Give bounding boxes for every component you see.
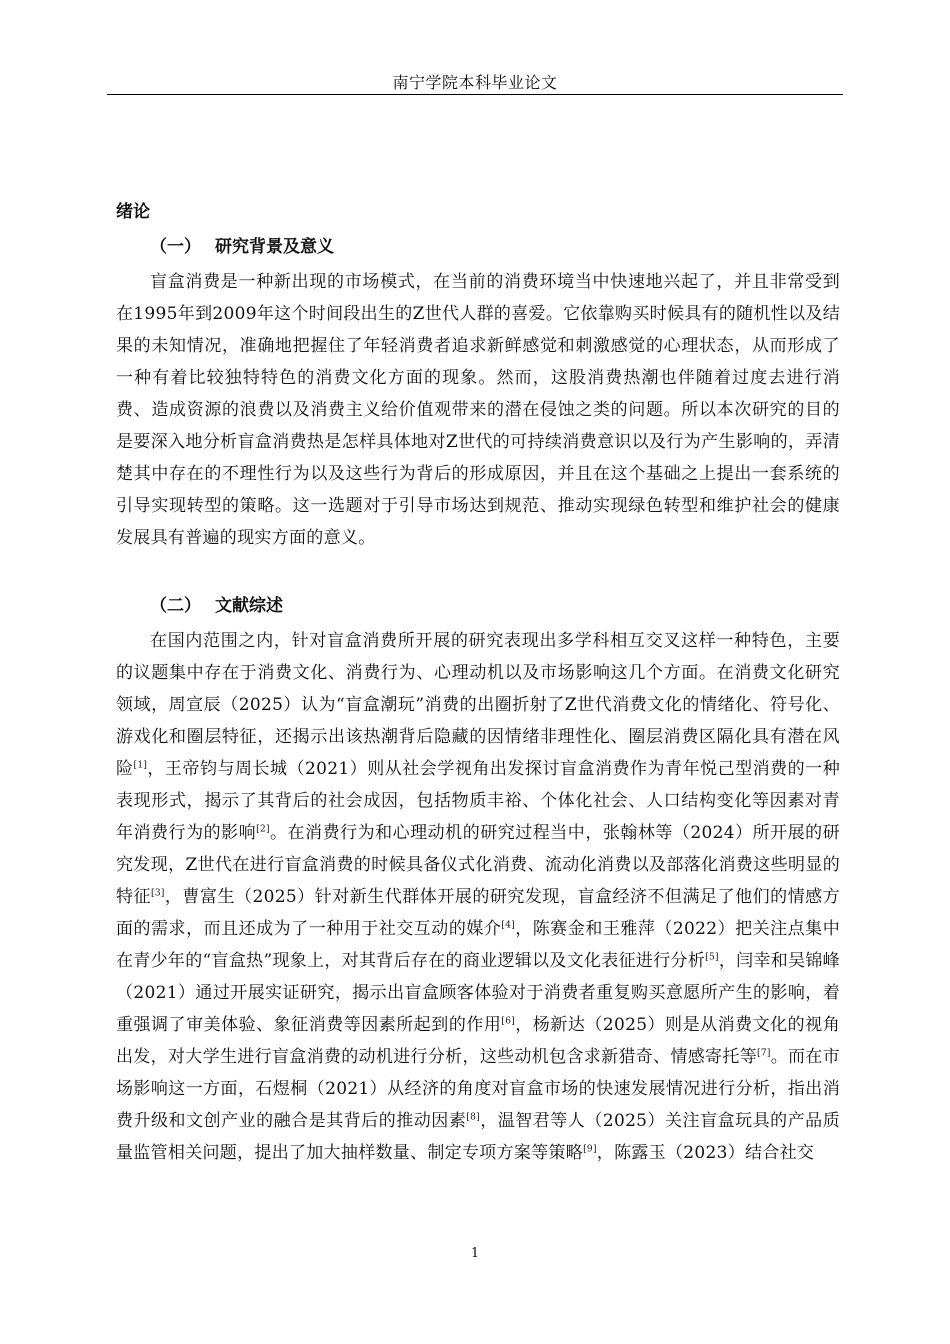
citation-mark: [1] (133, 760, 148, 771)
section-heading-background (150, 235, 334, 259)
section-title: 文献综述 (215, 596, 283, 616)
citation-mark: [6] (501, 1016, 516, 1027)
citation-mark: [5] (705, 952, 719, 963)
section-number: （一） (150, 237, 201, 257)
paragraph-text: 。而在市场影响这一方面，石煜桐（2021）从经济的角度对盲盒市场的快速发展情况进行分析，指出消费升级和文创产业的融合是其背后的推动因素 (116, 1047, 840, 1131)
citation-mark: [3] (151, 888, 165, 899)
paragraph-text: ，杨新达（2025）则是从消费文化的视角出发，对大学生进行盲盒消费的动机进行分析，这些动机包含求新猎奇、情感寄托等 (116, 1015, 841, 1067)
paragraph-text: 。在消费行为和心理动机的研究过程当中，张翰林等（2024）所开展的研究发现，Z世代在进行盲盒消费的时候具备仪式化消费、流动化消费以及部落化消费这些明显的特征 (116, 823, 840, 907)
running-header: 南宁学院本科毕业论文 (392, 73, 558, 92)
paragraph-text: ，闫幸和吴锦峰（2021）通过开展实证研究，揭示出盲盒顾客体验对于消费者重复购买意愿所产生的影响，着重强调了审美体验、象征消费等因素所起到的作用 (116, 951, 840, 1035)
literature-paragraph (116, 625, 840, 1169)
citation-mark: [8] (466, 1112, 480, 1123)
section-number: （二） (150, 596, 201, 616)
section-heading-literature (150, 594, 283, 618)
header-rule (107, 94, 843, 95)
paragraph-text: ，陈赛金和王雅萍（2022）把关注点集中在青少年的“盲盒热”现象上，对其背后存在的商业逻辑以及文化表征进行分析 (116, 919, 841, 971)
citation-mark: [4] (501, 920, 516, 931)
paragraph-text: ，曹富生（2025）针对新生代群体开展的研究发现，盲盒经济不但满足了他们的情感方面的需求，而且还成为了一种用于社交互动的媒介 (116, 887, 840, 939)
paragraph-text: ，温智君等人（2025）关注盲盒玩具的产品质量监管相关问题，提出了加大抽样数量、制定专项方案等策略 (116, 1111, 840, 1163)
chapter-title: 绪论 (116, 202, 150, 222)
citation-mark: [2] (256, 824, 270, 835)
paragraph-text: ，王帝钧与周长城（2021）则从社会学视角出发探讨盲盒消费作为青年悦己型消费的一种表现形式，揭示了其背后的社会成因，包括物质丰裕、个体化社会、人口结构变化等因素对青年消费行为的影响 (116, 759, 841, 843)
background-paragraph: 盲盒消费是一种新出现的市场模式，在当前的消费环境当中快速地兴起了，并且非常受到在1995年到2009年这个时间段出生的Z世代人群的喜爱。它依靠购买时候具有的随机性以及结果的未知情况，准确地把握住了年轻消费者追求新鲜感觉和刺激感觉的心理状态，从而形成了一种有着比较独特特色的消费文化方面的现象。然而，这股消费热潮也伴随着过度去进行消费、造成资源的浪费以及消费主义给价值观带来的潜在侵蚀之类的问题。所以本次研究的目的是要深入地分析盲盒消费热是怎样具体地对Z世代的可持续消费意识以及行为产生影响的，弄清楚其中存在的不理性行为以及这些行为背后的形成原因，并且在这个基础之上提出一套系统的引导实现转型的策略。这一选题对于引导市场达到规范、推动实现绿色转型和维护社会的健康发展具有普遍的现实方面的意义。 (116, 272, 840, 548)
paragraph-text: ，陈露玉（2023）结合社交 (596, 1143, 815, 1163)
page-number: 1 (470, 1246, 480, 1261)
citation-mark: [9] (583, 1144, 597, 1155)
section-title: 研究背景及意义 (215, 237, 334, 257)
citation-mark: [7] (757, 1048, 771, 1059)
paragraph-text: 在国内范围之内，针对盲盒消费所开展的研究表现出多学科相互交叉这样一种特色，主要的议题集中存在于消费文化、消费行为、心理动机以及市场影响这几个方面。在消费文化研究领域，周宣辰（2025）认为“盲盒潮玩”消费的出圈折射了Z世代消费文化的情绪化、符号化、游戏化和圈层特征，还揭示出该热潮背后隐藏的因情绪非理性化、圈层消费区隔化具有潜在风险 (116, 631, 840, 779)
